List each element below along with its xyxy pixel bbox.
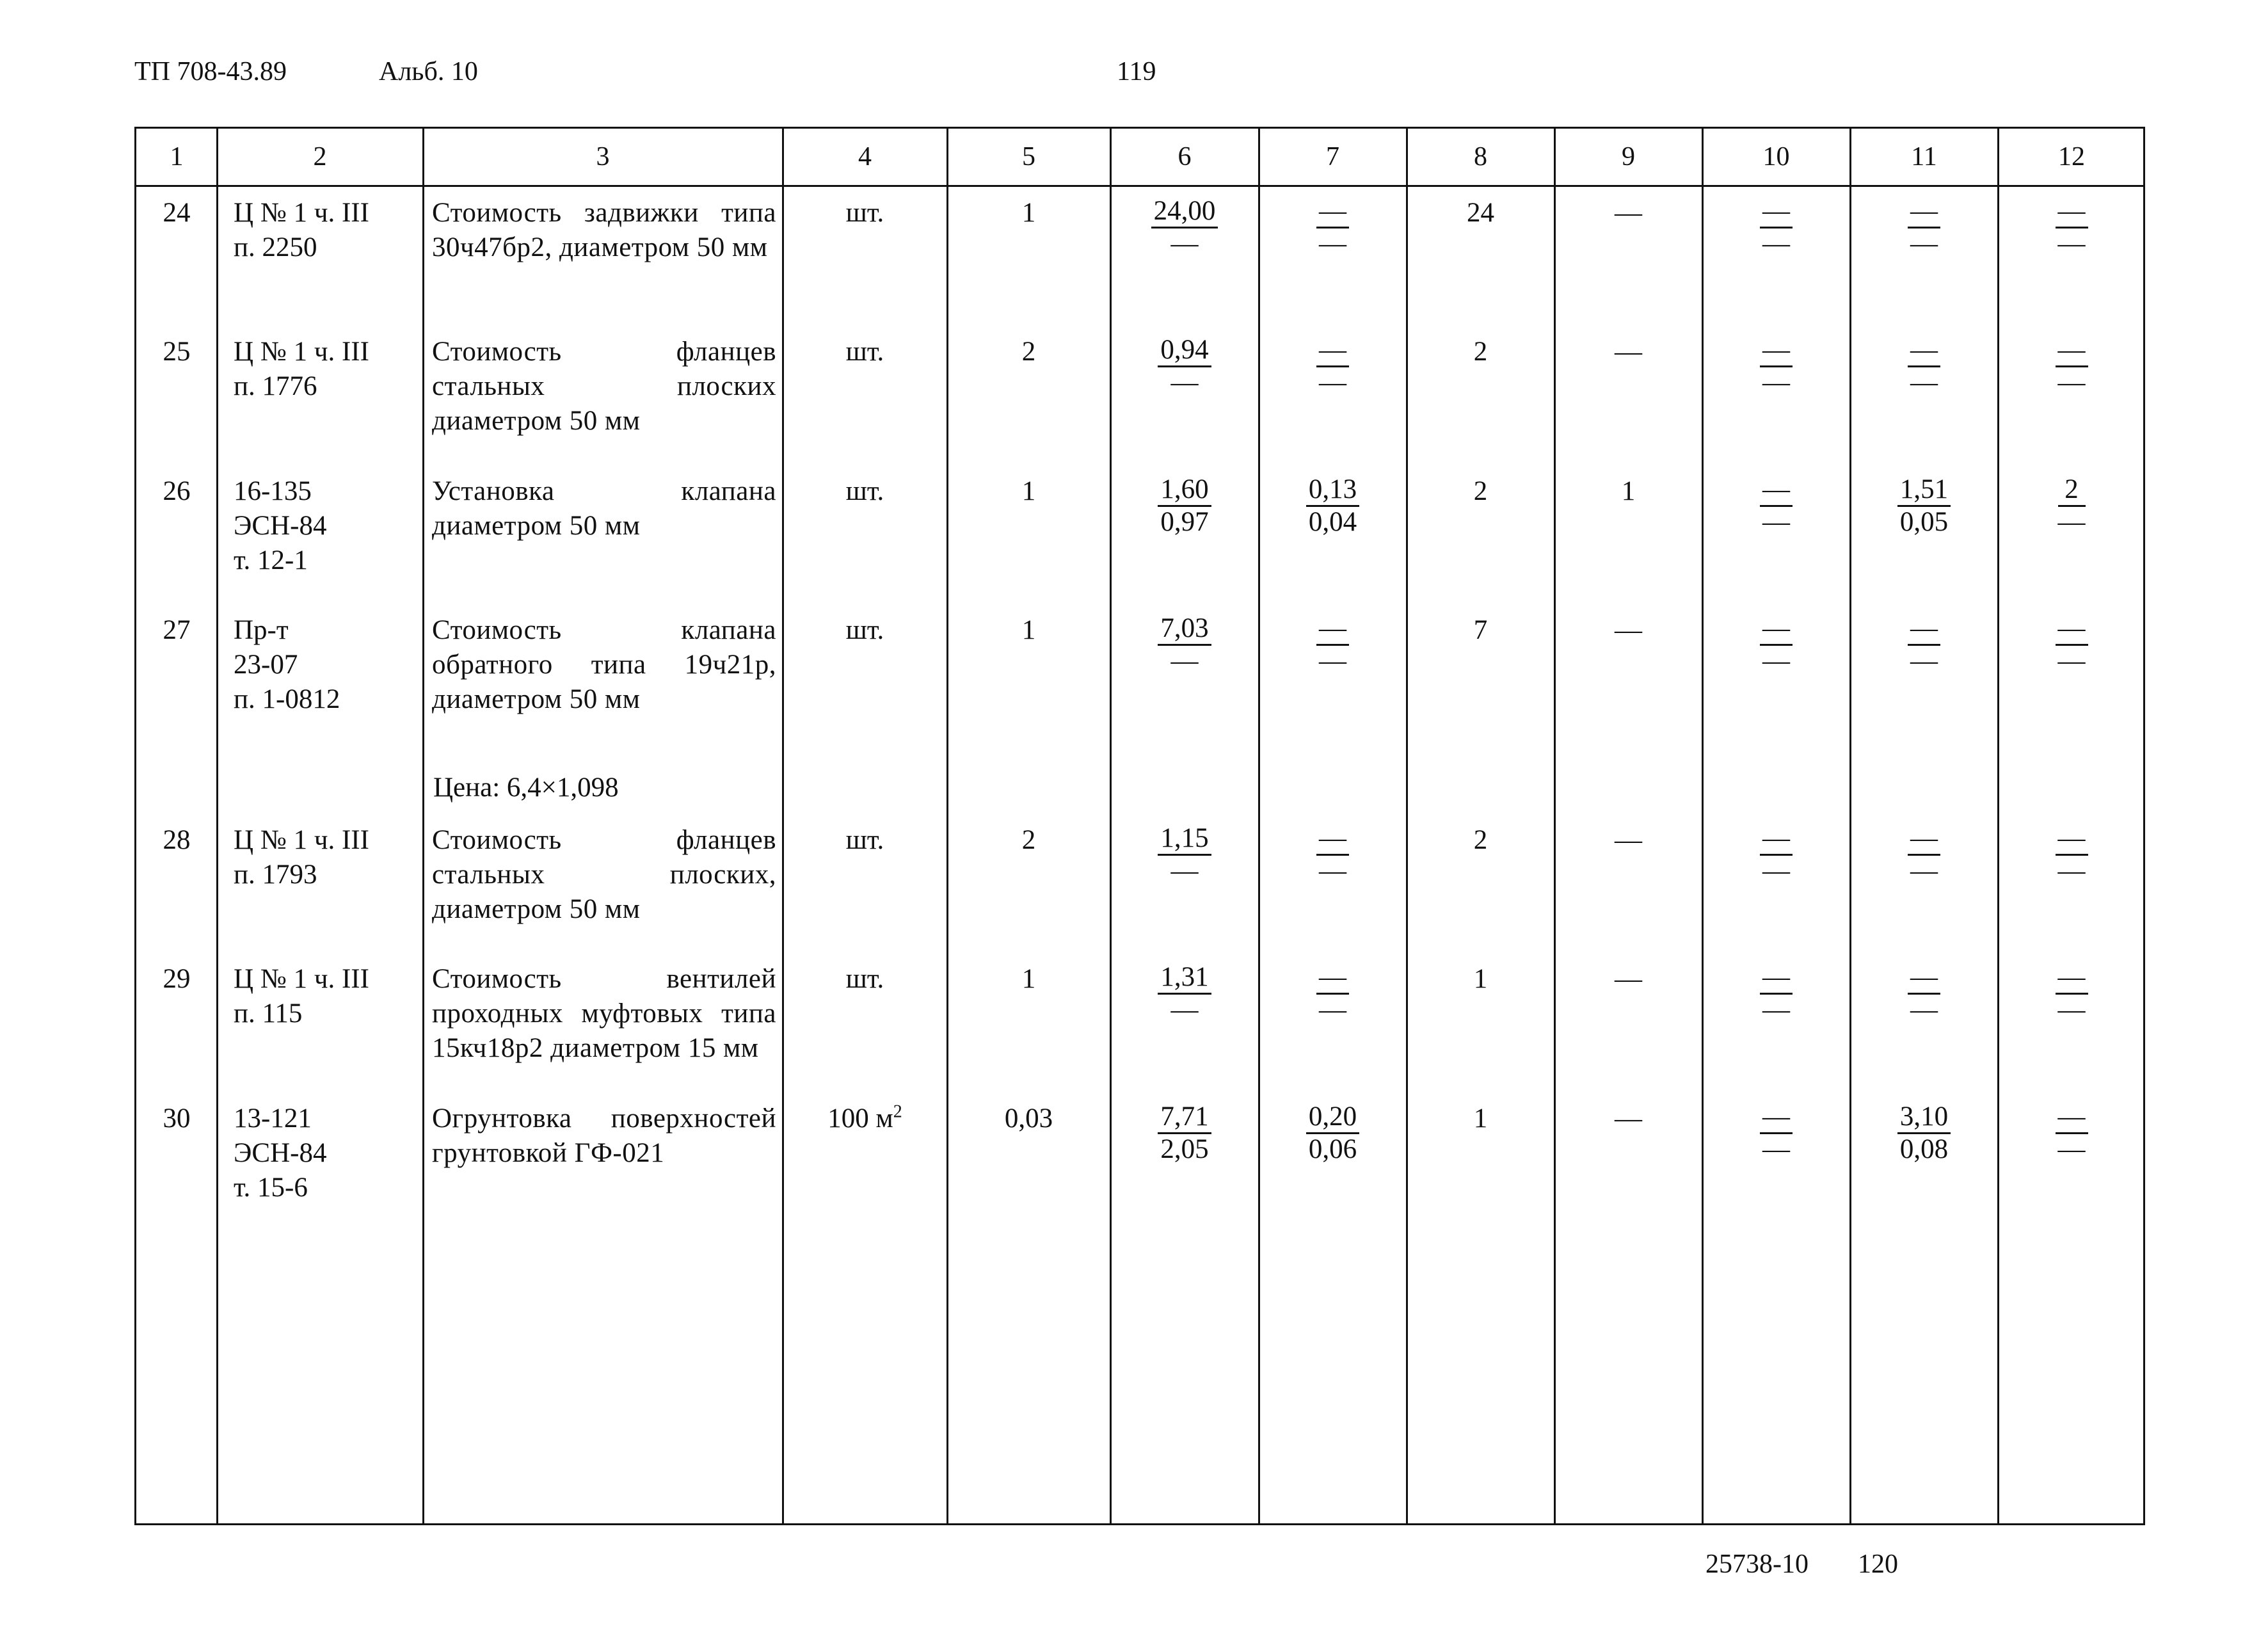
- total-labor: [1998, 335, 2145, 400]
- labor-wage: —: [1615, 337, 1642, 367]
- wage-cost-numerator: —: [1316, 962, 1349, 995]
- quantity: 1: [1021, 964, 1036, 994]
- labor-hours-numerator: —: [1908, 962, 1940, 995]
- machine-cost: [1702, 196, 1850, 261]
- wage-cost: [1259, 823, 1407, 888]
- column-header: 12: [2058, 142, 2085, 172]
- labor-wage: —: [1615, 198, 1642, 228]
- total-cost: 1: [1473, 964, 1488, 994]
- wage-cost-denominator: —: [1319, 995, 1346, 1025]
- work-description: Огрунтовка поверхностей грунтовкой ГФ-021: [432, 1103, 776, 1168]
- unit-cost-denominator: —: [1170, 856, 1199, 886]
- labor-wage: —: [1615, 825, 1642, 855]
- unit-text: шт.: [845, 476, 884, 506]
- unit-cost: [1110, 335, 1259, 400]
- column-header: 5: [1022, 142, 1035, 172]
- unit-cost-denominator: 0,97: [1160, 507, 1209, 537]
- unit-text: 100 м: [827, 1103, 893, 1134]
- wage-cost: [1259, 335, 1407, 400]
- labor-hours: [1850, 196, 1998, 261]
- total-labor: [1998, 823, 2145, 888]
- total-cost: 2: [1473, 825, 1488, 855]
- machine-cost: [1702, 962, 1850, 1027]
- quantity: 2: [1021, 825, 1036, 855]
- machine-cost-denominator: —: [1762, 1134, 1790, 1164]
- total-labor-denominator: —: [2057, 367, 2086, 397]
- wage-cost-numerator: —: [1316, 823, 1349, 856]
- labor-hours-numerator: —: [1908, 823, 1940, 856]
- unit-cost-numerator: 7,03: [1158, 613, 1211, 646]
- unit: [783, 1102, 947, 1136]
- labor-hours: [1850, 335, 1998, 400]
- unit-cost: [1110, 196, 1259, 261]
- work-description: Стоимость фланцев стальных плоских диаметром 50 мм: [432, 337, 776, 436]
- total-labor-denominator: —: [2057, 995, 2086, 1025]
- labor-hours-denominator: —: [1910, 367, 1938, 397]
- unit-superscript: 2: [893, 1102, 902, 1122]
- wage-cost: [1259, 474, 1407, 540]
- labor-hours-denominator: —: [1910, 995, 1938, 1025]
- unit-cost-numerator: 7,71: [1158, 1102, 1211, 1134]
- labor-wage: —: [1615, 964, 1642, 994]
- total-labor-numerator: —: [2056, 613, 2088, 646]
- machine-cost: [1702, 335, 1850, 400]
- work-description: Стоимость фланцев стальных плоских, диаметром 50 мм: [432, 825, 776, 924]
- page-number: 119: [1117, 57, 1156, 86]
- row-number: 30: [163, 1103, 191, 1134]
- unit-text: шт.: [845, 615, 884, 645]
- total-cost: 24: [1467, 198, 1494, 228]
- unit: [783, 962, 947, 997]
- total-labor: [1998, 1102, 2145, 1167]
- unit-cost-denominator: —: [1170, 995, 1199, 1025]
- total-cost: 7: [1473, 615, 1488, 645]
- machine-cost-denominator: —: [1762, 367, 1790, 397]
- work-description: Стоимость задвижки типа 30ч47бр2, диаметром 50 мм: [432, 198, 776, 262]
- unit-cost-denominator: —: [1170, 367, 1199, 397]
- labor-hours-numerator: 1,51: [1897, 474, 1951, 507]
- wage-cost: [1259, 613, 1407, 678]
- total-labor-numerator: —: [2056, 823, 2088, 856]
- labor-hours: [1850, 613, 1998, 678]
- quantity: 1: [1021, 615, 1036, 645]
- document-code: ТП 708-43.89: [134, 57, 287, 86]
- unit-text: шт.: [845, 964, 884, 994]
- unit: [783, 823, 947, 858]
- row-number: 29: [163, 964, 191, 994]
- total-labor: [1998, 962, 2145, 1027]
- footer-code: 25738-10: [1705, 1550, 1809, 1579]
- labor-wage: —: [1615, 1103, 1642, 1134]
- wage-cost: [1259, 1102, 1407, 1167]
- labor-hours-numerator: —: [1908, 196, 1940, 228]
- wage-cost-denominator: —: [1319, 228, 1346, 259]
- column-header: 11: [1911, 142, 1937, 172]
- work-description: Установка клапана диаметром 50 мм: [432, 476, 776, 541]
- reference-code: Ц № 1 ч. III п. 1776: [234, 337, 369, 401]
- machine-cost-denominator: —: [1762, 507, 1790, 537]
- labor-hours-denominator: —: [1910, 646, 1938, 676]
- work-description: Стоимость вентилей проходных муфтовых типа 15кч18р2 диаметром 15 мм: [432, 964, 776, 1063]
- labor-hours-denominator: —: [1910, 856, 1938, 886]
- machine-cost-numerator: —: [1760, 196, 1793, 228]
- machine-cost-numerator: —: [1760, 613, 1793, 646]
- total-cost: 2: [1473, 337, 1488, 367]
- machine-cost-denominator: —: [1762, 228, 1790, 259]
- total-labor-numerator: —: [2056, 1102, 2088, 1134]
- quantity: 1: [1021, 476, 1036, 506]
- unit-cost: [1110, 823, 1259, 888]
- column-header: 10: [1762, 142, 1790, 172]
- column-header: 9: [1622, 142, 1635, 172]
- labor-wage: —: [1615, 615, 1642, 645]
- labor-hours: [1850, 962, 1998, 1027]
- total-labor: [1998, 613, 2145, 678]
- labor-hours-numerator: —: [1908, 335, 1940, 367]
- labor-hours-numerator: 3,10: [1897, 1102, 1951, 1134]
- machine-cost: [1702, 613, 1850, 678]
- unit-cost-numerator: 1,15: [1158, 823, 1211, 856]
- machine-cost-numerator: —: [1760, 474, 1793, 507]
- wage-cost: [1259, 196, 1407, 261]
- column-header: 1: [170, 142, 184, 172]
- reference-code: Ц № 1 ч. III п. 115: [234, 964, 369, 1029]
- labor-hours-denominator: 0,08: [1899, 1134, 1949, 1164]
- total-labor: [1998, 474, 2145, 540]
- reference-code: Ц № 1 ч. III п. 1793: [234, 825, 369, 890]
- reference-code: Ц № 1 ч. III п. 2250: [234, 198, 369, 262]
- machine-cost-numerator: —: [1760, 823, 1793, 856]
- footer-page-number: 120: [1858, 1550, 1898, 1579]
- unit: [783, 613, 947, 648]
- wage-cost-numerator: 0,13: [1306, 474, 1359, 507]
- wage-cost-numerator: 0,20: [1306, 1102, 1359, 1134]
- labor-hours: [1850, 1102, 1998, 1167]
- reference-code: 16-135 ЭСН-84 т. 12-1: [234, 476, 327, 575]
- unit: [783, 474, 947, 509]
- machine-cost: [1702, 474, 1850, 540]
- unit-cost-numerator: 0,94: [1158, 335, 1211, 367]
- estimate-table: [134, 127, 2145, 1525]
- total-labor: [1998, 196, 2145, 261]
- column-header: 2: [313, 142, 327, 172]
- wage-cost-denominator: 0,04: [1308, 507, 1357, 537]
- labor-hours-denominator: 0,05: [1899, 507, 1949, 537]
- wage-cost-denominator: —: [1319, 367, 1346, 397]
- unit-cost-numerator: 1,60: [1158, 474, 1211, 507]
- wage-cost-numerator: —: [1316, 335, 1349, 367]
- total-labor-numerator: —: [2056, 335, 2088, 367]
- unit-cost-numerator: 24,00: [1151, 196, 1218, 228]
- wage-cost-denominator: 0,06: [1308, 1134, 1357, 1164]
- machine-cost-denominator: —: [1762, 646, 1790, 676]
- unit-cost: [1110, 1102, 1259, 1167]
- machine-cost-numerator: —: [1760, 1102, 1793, 1134]
- column-header: 8: [1474, 142, 1487, 172]
- album-number: Альб. 10: [379, 57, 478, 86]
- quantity: 2: [1021, 337, 1036, 367]
- unit-cost: [1110, 962, 1259, 1027]
- row-number: 24: [163, 198, 191, 228]
- reference-code: Пр-т 23-07 п. 1-0812: [234, 615, 340, 714]
- unit-cost-denominator: —: [1170, 646, 1199, 676]
- total-labor-denominator: —: [2057, 228, 2086, 259]
- unit: [783, 196, 947, 230]
- column-divider: [422, 129, 424, 1523]
- quantity: 0,03: [1004, 1103, 1053, 1134]
- wage-cost-denominator: —: [1319, 646, 1346, 676]
- machine-cost: [1702, 823, 1850, 888]
- total-labor-denominator: —: [2057, 646, 2086, 676]
- machine-cost-numerator: —: [1760, 335, 1793, 367]
- unit-text: шт.: [845, 198, 884, 228]
- total-labor-denominator: —: [2057, 856, 2086, 886]
- work-description: Стоимость клапана обратного типа 19ч21р, диаметром 50 мм: [432, 615, 776, 714]
- column-header: 3: [596, 142, 610, 172]
- total-labor-denominator: —: [2057, 507, 2086, 537]
- total-labor-denominator: —: [2057, 1134, 2086, 1164]
- wage-cost-numerator: —: [1316, 196, 1349, 228]
- machine-cost-denominator: —: [1762, 856, 1790, 886]
- machine-cost-numerator: —: [1760, 962, 1793, 995]
- total-cost: 1: [1473, 1103, 1488, 1134]
- column-header: 4: [858, 142, 872, 172]
- machine-cost: [1702, 1102, 1850, 1167]
- wage-cost-numerator: —: [1316, 613, 1349, 646]
- machine-cost-denominator: —: [1762, 995, 1790, 1025]
- row-number: 26: [163, 476, 191, 506]
- unit-cost: [1110, 613, 1259, 678]
- unit-cost-denominator: 2,05: [1160, 1134, 1209, 1164]
- row-number: 28: [163, 825, 191, 855]
- labor-hours-denominator: —: [1910, 228, 1938, 259]
- unit-cost-denominator: —: [1170, 228, 1199, 259]
- total-labor-numerator: —: [2056, 962, 2088, 995]
- unit-text: шт.: [845, 825, 884, 855]
- labor-wage: 1: [1621, 476, 1636, 506]
- quantity: 1: [1021, 198, 1036, 228]
- unit-text: шт.: [845, 337, 884, 367]
- total-labor-numerator: 2: [2058, 474, 2086, 507]
- unit-cost-numerator: 1,31: [1158, 962, 1211, 995]
- labor-hours-numerator: —: [1908, 613, 1940, 646]
- header-divider: [136, 185, 2143, 187]
- column-header: 7: [1326, 142, 1339, 172]
- reference-code: 13-121 ЭСН-84 т. 15-6: [234, 1103, 327, 1203]
- row-number: 25: [163, 337, 191, 367]
- total-labor-numerator: —: [2056, 196, 2088, 228]
- column-header: 6: [1178, 142, 1192, 172]
- price-note: Цена: 6,4×1,098: [433, 773, 619, 803]
- labor-hours: [1850, 823, 1998, 888]
- wage-cost-denominator: —: [1319, 856, 1346, 886]
- unit: [783, 335, 947, 369]
- row-number: 27: [163, 615, 191, 645]
- total-cost: 2: [1473, 476, 1488, 506]
- wage-cost: [1259, 962, 1407, 1027]
- labor-hours: [1850, 474, 1998, 540]
- unit-cost: [1110, 474, 1259, 540]
